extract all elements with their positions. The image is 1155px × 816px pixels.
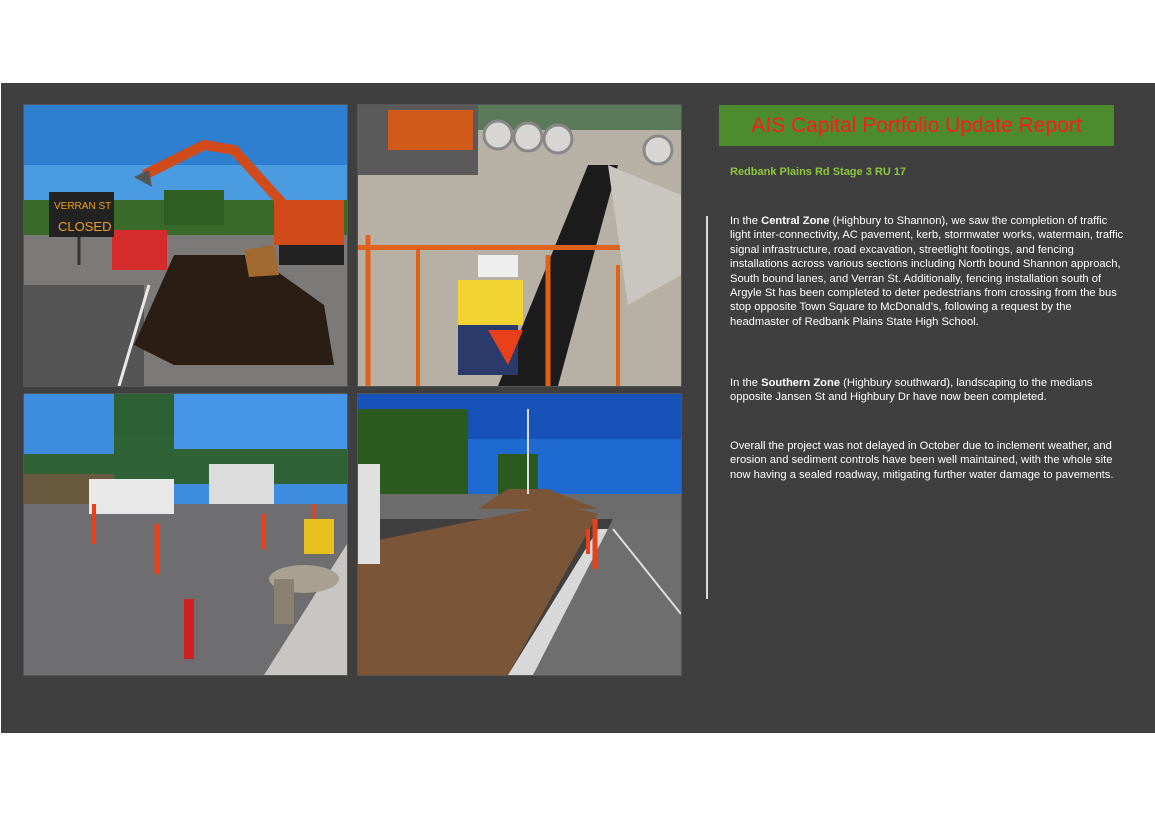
sign-text-line1: VERRAN ST: [54, 201, 112, 212]
project-subtitle: Redbank Plains Rd Stage 3 RU 17: [730, 166, 907, 178]
photo-traffic-bollards-worker: [23, 393, 348, 676]
southern-zone-paragraph: [730, 376, 1125, 405]
para2-intro: In the: [730, 377, 762, 389]
overall-summary-paragraph: Overall the project was not delayed in October due to inclement weather, and erosion and sediment controls have been well maintained, with the whole site now having a sealed roadway, mitigating further water damage to pavements.: [730, 440, 1114, 481]
report-title: AIS Capital Portfolio Update Report: [751, 113, 1082, 137]
photo-stormwater-trench: [357, 104, 682, 387]
para2-body: (Highbury southward), landscaping to the medians opposite Jansen St and Highbury Dr have now been completed.: [730, 377, 1093, 404]
sign-text-line2: CLOSED: [58, 219, 112, 234]
central-zone-label: Central Zone: [761, 215, 830, 227]
photo-excavator-road-closure: [23, 104, 348, 387]
central-zone-paragraph: [730, 214, 1125, 329]
divider-line: [706, 216, 708, 599]
photo-median-landscaping: [357, 393, 682, 676]
report-slide: [1, 83, 1155, 733]
report-title-banner: [719, 105, 1114, 146]
para1-intro: In the: [730, 215, 762, 227]
southern-zone-label: Southern Zone: [761, 377, 841, 389]
para1-body: (Highbury to Shannon), we saw the completion of traffic light inter-connectivity, AC pavement, kerb, stormwater works, watermain, traffic signal infrastructure, road excavation, streetlight footings, and fencing installations across various sections including North bound Shannon approach, South bound lanes, and Verran St. Additionally, fencing installation south of Argyle St has been completed to deter pedestrians from crossing from the bus stop opposite Town Square to McDonald’s, following a request by the headmaster of Redbank Plains State High School.: [730, 215, 1124, 328]
